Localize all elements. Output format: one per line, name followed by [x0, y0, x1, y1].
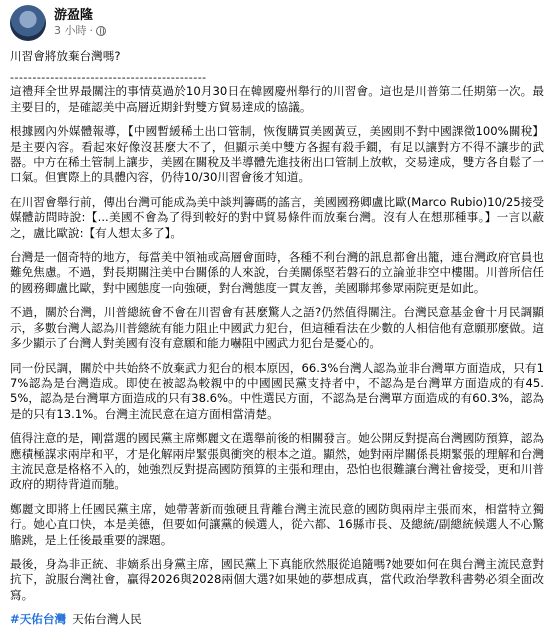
divider-line: -------------------------------------------- [10, 71, 207, 85]
avatar[interactable] [10, 5, 46, 41]
author-name[interactable]: 游盈隆 [54, 8, 94, 23]
post-body [10, 49, 544, 627]
paragraph: 不過，關於台灣，川普總統會不會在川習會有甚麼驚人之語?仍然值得關注。台灣民意基金會十月民調顯示，多數台灣人認為川普總統有能力阻止中國武力犯台，但這種看法在少數的人相信他有意願那麼做。這多少顯示了台灣人對美國有沒有意願和能力嚇阻中國武力犯台是憂心的。 [10, 305, 544, 351]
post-meta [54, 8, 106, 38]
separator-dot: · [89, 24, 93, 37]
paragraph: 台灣是一個奇特的地方，每當美中領袖或高層會面時，各種不利台灣的訊息都會出籠，連台灣政府官員也難免焦慮。不過，對長期關注美中台關係的人來說，台美關係堅若磐石的立論並非空中樓閣。川普所信任的國務卿盧比歐，對中國態度一向強硬，對台灣態度一貫友善，美國聯邦參眾兩院更是如此。 [10, 250, 544, 295]
hashtag-row [10, 612, 544, 627]
paragraph: 值得注意的是，剛當選的國民黨主席鄭麗文在選舉前後的相關發言。她公開反對提高台灣國防預算，認為應積極謀求兩岸和平，才是化解兩岸緊張與衝突的根本之道。顯然，她對兩岸關係長期緊張的理解和台灣主流民意是格格不入的，她強烈反對提高國防預算的主張和理由，恐怕也很難讓台灣社會接受，更和川普政府的期待背道而馳。 [10, 431, 544, 492]
paragraph: 在川習會舉行前，傳出台灣可能成為美中談判籌碼的謠言，美國國務卿盧比歐(Marco Rubio)10/25接受媒體訪問時說:【...美國不會為了得到較好的對中貿易條件而放棄台灣。沒有人在想那種事。】一言以蔽之，盧比歐說:【有人想太多了】。 [10, 194, 544, 240]
hashtag-link[interactable]: #天佑台灣 [10, 612, 67, 627]
facebook-post [0, 4, 554, 644]
paragraph: 同一份民調，關於中共始終不放棄武力犯台的根本原因，66.3%台灣人認為並非台灣單方面造成，只有17%認為是台灣造成。即使在被認為較親中的中國國民黨支持者中，不認為是台灣單方面造成的有45.5%，認為是台灣單方面造成的只有38.6%。中性選民方面，不認為是台灣單方面造成的有60.3%，認為是的只有13.1%。台灣主流民意在這方面相當清楚。 [10, 360, 544, 421]
paragraph: 這禮拜全世界最關注的事情莫過於10月30日在韓國慶州舉行的川習會。這也是川普第二任期第一次。最主要目的，是確認美中高層近期針對雙方貿易達成的協議。 [10, 84, 544, 114]
globe-icon[interactable] [96, 26, 106, 36]
timestamp-row [54, 24, 106, 38]
post-title: 川習會將放棄台灣嗎? [10, 49, 121, 63]
paragraph: 最後，身為非正統、非嫡系出身黨主席，國民黨上下真能欣然服從追隨嗎?她要如何在與台灣主流民意對抗下，說服台灣社會，贏得2026與2028兩個大選?如果她的夢想成真，當代政治學教科書勢必須全面改寫。 [10, 556, 544, 602]
paragraph: 鄭麗文即將上任國民黨主席，她帶著新而強硬且背離台灣主流民意的國防與兩岸主張而來，相當特立獨行。她心直口快，本是美德，但要如何讓黨的候選人，從六都、16縣市長、及總統/副總統候選人不心驚膽跳，是上任後最重要的課題。 [10, 501, 544, 547]
timestamp[interactable]: 3 小時 [54, 24, 87, 37]
hashtag-suffix: 天佑台灣人民 [72, 612, 142, 627]
post-header [10, 4, 544, 42]
paragraph: 根據國內外媒體報導，【中國暫緩稀土出口管制，恢復購買美國黃豆，美國則不對中國課徵100%關稅】是主要內容。看起來好像沒甚麼大不了，但顯示美中雙方各握有殺手鐧，有足以讓對方不得不讓步的武器。中方在稀土管制上讓步，美國在關稅及半導體先進技術出口管制上放軟，交易達成，雙方各自鬆了一口氣。但實際上的具體內容，仍待10/30川習會後才知道。 [10, 124, 544, 185]
